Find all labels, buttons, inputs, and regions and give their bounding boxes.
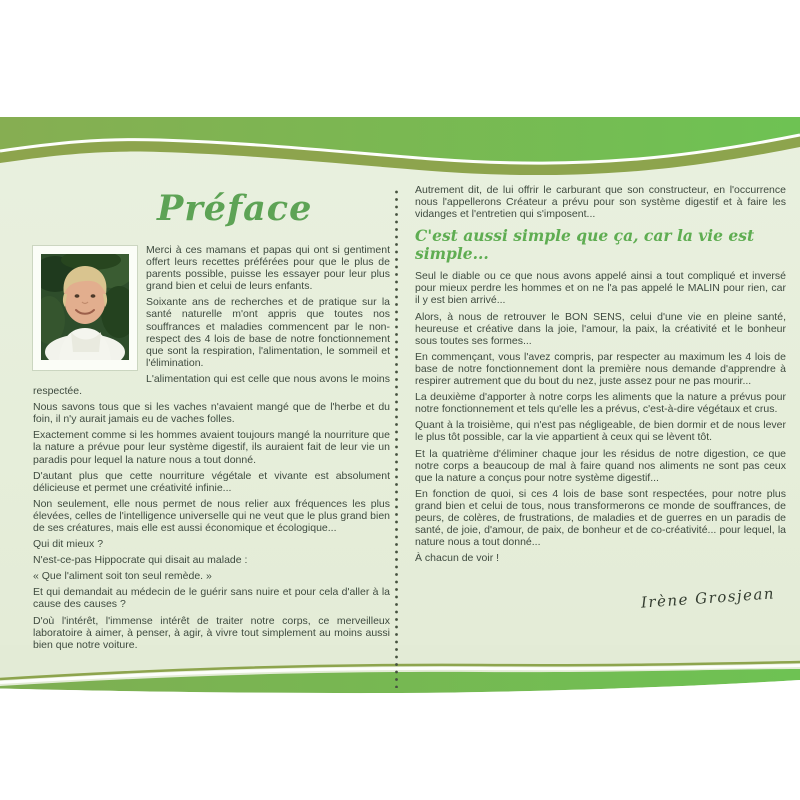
right-paragraph: Alors, à nous de retrouver le BON SENS, celui d'une vie en pleine santé, heureuse et créative dans la joie, l'amour, la paix, la créativité et le bonheur sous toutes ses formes...: [415, 310, 786, 347]
right-paragraph: À chacun de voir !: [415, 552, 500, 565]
section-heading: C'est aussi simple que ça, car la vie est simple...: [415, 226, 755, 264]
right-paragraph: Seul le diable ou ce que nous avons appelé ainsi a tout compliqué et inversé pour mieux perdre les hommes et on ne l'a pas appelé le MALIN pour rien, car il y est bien arrivé...: [415, 270, 786, 307]
right-paragraph: Et la quatrième d'éliminer chaque jour les résidus de notre digestion, ce que notre corps a beaucoup de mal à faire quand nos aliments ne sont pas ceux que la nature a conçus pour notre système digestif...: [415, 447, 786, 484]
left-paragraph: Nous savons tous que si les vaches n'avaient mangé que de l'herbe et du foin, il n'y aurait jamais eu de vaches folles.: [33, 401, 390, 426]
left-paragraph: Soixante ans de recherches et de pratique sur la santé naturelle m'ont appris que toutes nos souffrances et maladies commencent par le non-respect des 4 lois de base de notre fonctionnement que sont la respiration, l'alimentation, le sommeil et l'élimination.: [146, 296, 390, 369]
left-paragraph: « Que l'aliment soit ton seul remède. »: [33, 570, 212, 583]
right-paragraph: Quant à la troisième, qui n'est pas négligeable, de bien dormir et de nous lever le plus tôt possible, car la vie appartient à ceux qui se lèvent tôt.: [415, 419, 786, 444]
left-paragraph: Qui dit mieux ?: [33, 538, 104, 551]
author-signature: Irène Grosjean: [640, 584, 776, 612]
right-paragraph: En fonction de quoi, si ces 4 lois de base sont respectées, pour notre plus grand bien et celui de tous, nous transformerons ce monde de souffrances, de peurs, de colères, de frustrations, de maladies et de guerres en un paradis de santé, de joie, d'amour, de paix, de bonheur et de co-créativité... pour lequel, la nature nous a tout donné...: [415, 487, 786, 549]
left-paragraph: D'autant plus que cette nourriture végétale et vivante est absolument délicieuse et permet une créativité infinie...: [33, 469, 390, 494]
left-paragraph: Merci à ces mamans et papas qui ont si gentiment offert leurs recettes préférées pour que le plus de parents possible, puisse les essayer pour leur plus grand bien et celui de leurs enfants.: [146, 244, 390, 293]
left-column: [33, 244, 390, 655]
left-paragraph: L'alimentation qui est celle que nous avons le moins respectée.: [33, 372, 390, 398]
left-paragraph: Non seulement, elle nous permet de nous relier aux fréquences les plus élevées, celles de l'intelligence universelle qui ne veut que le plus grand bien de ses créatures, mais elle est aussi économique et écologique...: [33, 497, 390, 534]
left-paragraph: Exactement comme si les hommes avaient toujours mangé la nourriture que la nature a prévue pour leur système digestif, ils auraient fait de leur vie un paradis pour lequel la nature nous a tout donné.: [33, 429, 390, 466]
page-title: Préface: [157, 188, 313, 229]
top-wave-decoration: [0, 117, 800, 175]
right-paragraph: La deuxième d'apporter à notre corps les aliments que la nature a prévus pour notre fonctionnement et tels qu'elle les a prévus, c'est-à-dire végétaux et crus.: [415, 391, 786, 416]
left-paragraph: Et qui demandait au médecin de le guérir sans nuire et pour cela d'aller à la cause des causes ?: [33, 586, 390, 611]
right-column: [415, 184, 786, 568]
portrait-photo: [33, 246, 137, 370]
column-divider-dotted: [395, 190, 398, 688]
portrait-photo-image: [41, 254, 129, 360]
left-paragraph: D'où l'intérêt, l'immense intérêt de traiter notre corps, ce merveilleux laboratoire à aimer, à penser, à agir, à vivre tout simplement au moins aussi bien que notre voiture.: [33, 614, 390, 651]
right-paragraph: En commençant, vous l'avez compris, par respecter au maximum les 4 lois de base de notre fonctionnement dont la première nous demande d'apprendre à respirer autrement que du bout du nez, juste assez pour ne pas mourir...: [415, 350, 786, 388]
left-paragraph: N'est-ce-pas Hippocrate qui disait au malade :: [33, 554, 248, 567]
right-paragraph: Autrement dit, de lui offrir le carburant que son constructeur, en l'occurrence nous l'appellerons Créateur a prévu pour son système digestif et à faire les vidanges et l'entretien qui s'imposent...: [415, 184, 786, 221]
